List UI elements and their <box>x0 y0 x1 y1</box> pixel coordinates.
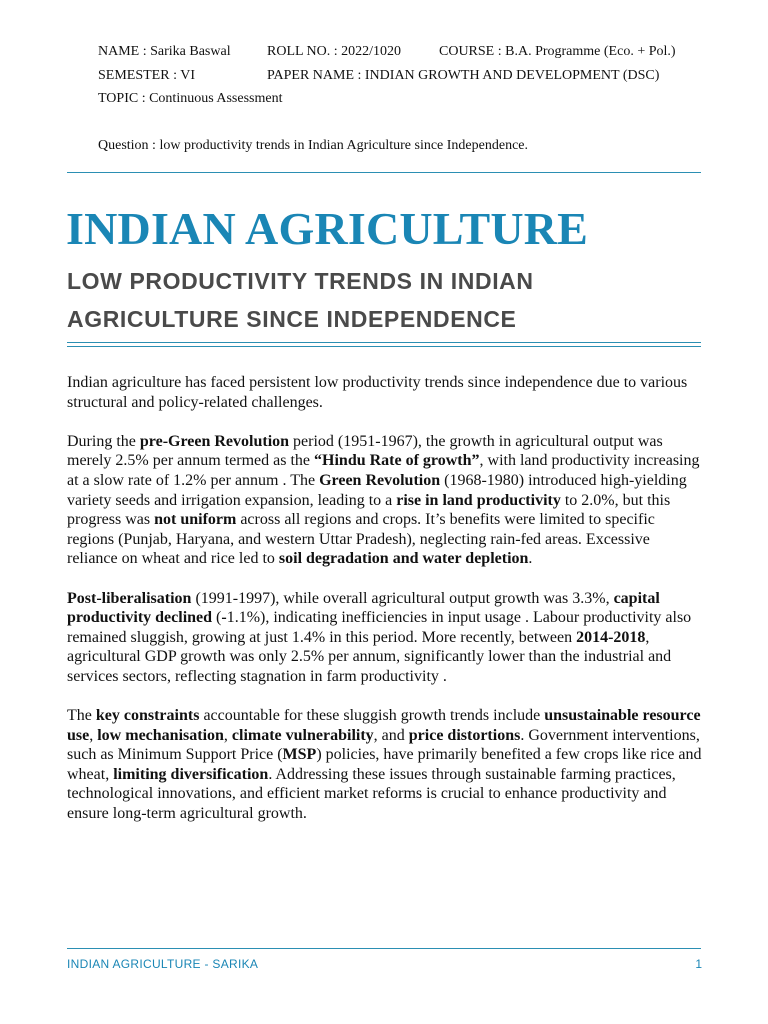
semester: SEMESTER : VI <box>98 68 195 83</box>
bold-run: unsustainable resource use <box>67 707 701 744</box>
bold-run: low mechanisation <box>97 726 224 744</box>
text-run: accountable for these sluggish growth trends include <box>199 707 545 725</box>
text-run: Indian agriculture has faced persistent low productivity trends since independence due to various structural and policy-related challenges. <box>67 374 688 411</box>
paragraph-intro <box>67 373 703 412</box>
bold-run: climate vulnerability <box>231 726 374 744</box>
text-run: The <box>67 707 96 725</box>
bold-run: - <box>221 609 227 627</box>
footer-divider <box>67 948 701 949</box>
paper-name: PAPER NAME : INDIAN GROWTH AND DEVELOPMENT (DSC) <box>267 68 660 83</box>
text-run: , agricultural GDP growth was only 2.5% per annum, significantly lower than the industrial and services sectors, reflecting stagnation in farm productivity . <box>67 628 672 685</box>
bold-run: limiting diversification <box>113 765 269 783</box>
text-run: During the <box>67 432 140 450</box>
bold-run: price distortions <box>408 726 521 744</box>
bold-run: Post-liberalisation <box>67 589 192 607</box>
text-run: . <box>528 550 533 568</box>
text-run: , <box>89 726 98 744</box>
page-subtitle: LOW PRODUCTIVITY TRENDS IN INDIAN AGRICULTURE SINCE INDEPENDENCE <box>67 268 534 332</box>
bold-run: soil degradation and water depletion <box>278 550 529 568</box>
top-divider <box>67 172 701 173</box>
bold-run: not uniform <box>154 511 237 529</box>
topic: TOPIC : Continuous Assessment <box>98 91 283 106</box>
text-run: across all regions and crops. It’s benefits were limited to specific regions (Punjab, Haryana, and western Uttar Pradesh), neglecting rain-fed areas. Excessive reliance on wheat and rice led to <box>67 511 655 568</box>
page-title: INDIAN AGRICULTURE <box>66 203 589 254</box>
bold-run: MSP <box>282 746 317 764</box>
course: COURSE : B.A. Programme (Eco. + Pol.) <box>439 44 676 59</box>
bold-run: key constraints <box>95 707 200 725</box>
text-run: , with land productivity increasing at a slow rate of 1.2% per annum . The <box>67 452 700 489</box>
page-number: 1 <box>695 957 702 971</box>
bold-run: rise in land productivity <box>396 491 561 509</box>
text-run: to 2.0%, but this progress was <box>67 491 671 529</box>
text-run: ) policies, have primarily benefited a few crops like rice and wheat, <box>67 746 702 783</box>
text-run: period (1951-1967), the growth in agricultural output was merely 2.5% per annum termed as the <box>67 432 663 470</box>
student-name: NAME : Sarika Baswal <box>98 44 231 59</box>
text-run: . Addressing these issues through sustainable farming practices, technological innovations, and efficient market reforms is crucial to enhance productivity and ensure long-term agricultural growth. <box>67 765 676 823</box>
bold-run: “Hindu Rate of growth” <box>314 452 480 470</box>
text-run: (1991-1997), while overall agricultural output growth was 3.3%, <box>191 589 614 607</box>
bold-run: pre-Green Revolution <box>139 432 290 450</box>
bold-run: Green Revolution <box>319 471 441 489</box>
essay-body <box>67 373 703 843</box>
question: Question : low productivity trends in Indian Agriculture since Independence. <box>98 138 529 153</box>
text-run: 1.1%), indicating inefficiencies in input usage . Labour productivity also remained sluggish, growing at just 1.4% in this period. More recently, between <box>67 609 692 646</box>
paragraph-constraints <box>67 706 703 824</box>
paragraph-post-liberalisation <box>67 589 703 687</box>
paragraph-green-revolution <box>67 432 703 569</box>
text-run: (1968-1980) introduced high-yielding variety seeds and irrigation expansion, leading to a <box>67 471 687 509</box>
title-divider <box>67 342 701 347</box>
text-run: ( <box>212 609 222 627</box>
bold-run: capital productivity declined <box>67 589 660 627</box>
roll-number: ROLL NO. : 2022/1020 <box>267 44 402 59</box>
text-run: , <box>223 726 232 744</box>
text-run: , and <box>373 726 409 744</box>
footer-running-title: INDIAN AGRICULTURE - SARIKA <box>67 957 259 971</box>
bold-run: 2014-2018 <box>576 628 646 646</box>
text-run: . Government interventions, such as Minimum Support Price ( <box>67 726 700 764</box>
